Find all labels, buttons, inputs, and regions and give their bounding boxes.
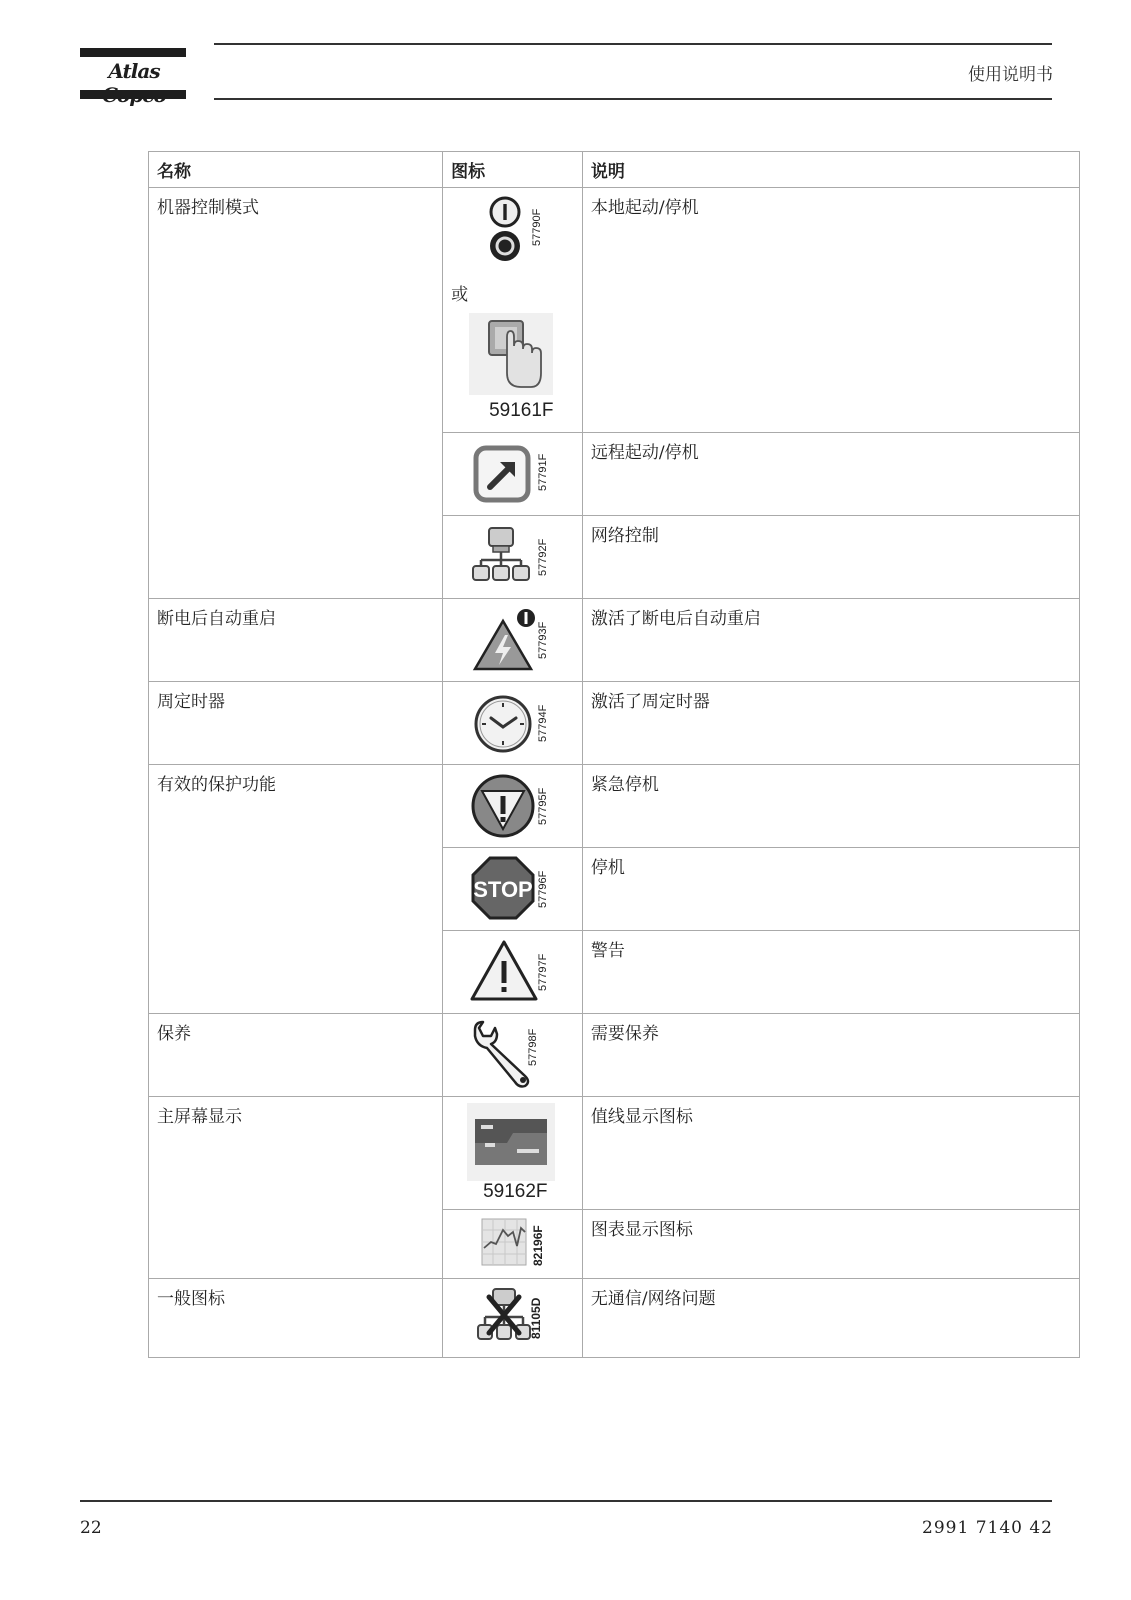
row-desc: 图表显示图标 bbox=[582, 1210, 1079, 1279]
header-rule-top bbox=[214, 43, 1052, 45]
table-row bbox=[149, 1279, 1080, 1358]
row-desc: 紧急停机 bbox=[582, 765, 1079, 848]
row-desc: 需要保养 bbox=[582, 1014, 1079, 1097]
table-row bbox=[149, 1097, 1080, 1210]
row-name: 断电后自动重启 bbox=[149, 599, 443, 682]
page-header bbox=[0, 0, 1131, 110]
icon-table bbox=[148, 151, 1080, 1358]
remote-arrow-icon bbox=[473, 445, 533, 503]
network-icon bbox=[471, 526, 531, 588]
page-number: 22 bbox=[80, 1518, 102, 1538]
icon-code: 57796F bbox=[537, 870, 550, 908]
table-row bbox=[149, 682, 1080, 765]
clock-icon bbox=[473, 694, 533, 754]
row-name: 一般图标 bbox=[149, 1279, 443, 1358]
stop-sign-text: STOP bbox=[473, 877, 533, 902]
value-lines-icon bbox=[467, 1103, 555, 1181]
header-desc: 说明 bbox=[582, 152, 1079, 188]
logo-text: Atlas bbox=[108, 59, 160, 83]
warning-triangle-icon bbox=[469, 939, 539, 1003]
row-desc: 值线显示图标 bbox=[582, 1097, 1079, 1210]
local-start-stop-icon bbox=[487, 196, 523, 262]
header-icon: 图标 bbox=[443, 152, 583, 188]
table-row bbox=[149, 765, 1080, 848]
icon-code: 57794F bbox=[537, 704, 550, 742]
row-name: 主屏幕显示 bbox=[149, 1097, 443, 1279]
icon-code: 57791F bbox=[537, 453, 550, 491]
table-row bbox=[149, 599, 1080, 682]
or-label: 或 bbox=[451, 285, 469, 305]
atlas-copco-logo bbox=[80, 48, 188, 100]
row-desc: 激活了周定时器 bbox=[582, 682, 1079, 765]
row-desc: 本地起动/停机 bbox=[582, 188, 1079, 433]
row-name: 有效的保护功能 bbox=[149, 765, 443, 1014]
row-desc: 警告 bbox=[582, 931, 1079, 1014]
stop-sign-icon bbox=[471, 856, 535, 920]
row-desc: 激活了断电后自动重启 bbox=[582, 599, 1079, 682]
icon-code-2: 59161F bbox=[489, 400, 554, 421]
footer-rule bbox=[80, 1500, 1052, 1502]
icon-code: 57797F bbox=[537, 953, 550, 991]
table-row bbox=[149, 1014, 1080, 1097]
row-desc: 远程起动/停机 bbox=[582, 433, 1079, 516]
table-row bbox=[149, 188, 1080, 433]
row-name: 机器控制模式 bbox=[149, 188, 443, 599]
icon-code: 57793F bbox=[537, 621, 550, 659]
header-rule-bottom bbox=[214, 98, 1052, 100]
power-restart-icon bbox=[471, 607, 541, 675]
icon-code: 57795F bbox=[537, 787, 550, 825]
row-name: 周定时器 bbox=[149, 682, 443, 765]
icon-code: 57790F bbox=[531, 208, 544, 246]
chart-display-icon bbox=[481, 1218, 527, 1266]
no-communication-icon bbox=[477, 1287, 531, 1345]
icon-code: 81105D bbox=[529, 1297, 544, 1339]
icon-code: 57798F bbox=[527, 1028, 540, 1066]
touch-hand-icon bbox=[469, 313, 553, 395]
icon-code: 57792F bbox=[537, 538, 550, 576]
icon-code: 82196F bbox=[531, 1225, 546, 1266]
document-code: 2991 7140 42 bbox=[922, 1518, 1053, 1538]
header-name: 名称 bbox=[149, 152, 443, 188]
doc-title: 使用说明书 bbox=[968, 65, 1053, 85]
row-name: 保养 bbox=[149, 1014, 443, 1097]
row-desc: 停机 bbox=[582, 848, 1079, 931]
icon-code: 59162F bbox=[483, 1181, 548, 1202]
table-header-row bbox=[149, 152, 1080, 188]
row-desc: 无通信/网络问题 bbox=[582, 1279, 1079, 1358]
row-desc: 网络控制 bbox=[582, 516, 1079, 599]
emergency-stop-icon bbox=[471, 773, 535, 839]
